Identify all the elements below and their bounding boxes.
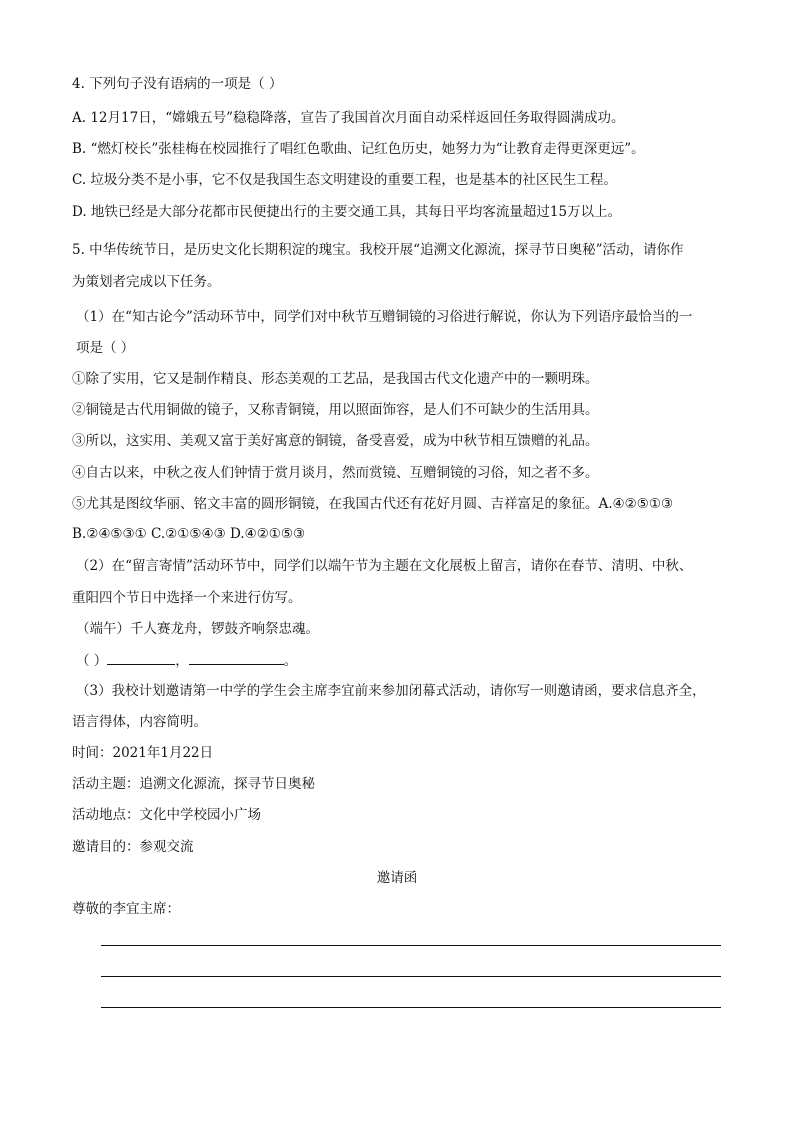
question-5-intro-line-1: 5. 中华传统节日，是历史文化长期积淀的瑰宝。我校开展“追溯文化源流，探寻节日奥秘”活动，请你作 [72, 242, 684, 258]
option-d: D. 地铁已经是大部分花都市民便捷出行的主要交通工具，其每日平均客流量超过15万以上。 [72, 204, 622, 220]
info-theme: 活动主题：追溯文化源流，探寻节日奥秘 [72, 776, 315, 792]
part-2-example: （端午）千人赛龙舟，锣鼓齐响祭忠魂。 [76, 621, 319, 637]
info-purpose: 邀请目的：参观交流 [72, 839, 194, 855]
option-b: B. “燃灯校长”张桂梅在校园推行了唱红色歌曲、记红色历史，她努力为“让教育走得更深更远”。 [72, 141, 645, 157]
writing-line-2[interactable] [101, 976, 721, 977]
letter-title: 邀请函 [376, 870, 418, 886]
sentence-4: ④自古以来，中秋之夜人们钟情于赏月谈月，然而赏镜、互赠铜镜的习俗，知之者不多。 [72, 465, 599, 481]
festival-blank[interactable]: （ ） [76, 653, 108, 669]
blank-period: 。 [283, 653, 298, 669]
question-5-intro-line-2: 为策划者完成以下任务。 [72, 274, 221, 290]
info-time: 时间：2021年1月22日 [72, 745, 214, 761]
part-3-prompt-line-2: 语言得体，内容简明。 [72, 714, 207, 730]
option-c: C. 垃圾分类不是小事，它不仅是我国生态文明建设的重要工程，也是基本的社区民生工程。 [72, 172, 617, 188]
sentence-5: ⑤尤其是图纹华丽、铭文丰富的圆形铜镜，在我国古代还有花好月圆、吉祥富足的象征。A.④②⑤①③ [72, 496, 674, 512]
answer-blank-1[interactable] [107, 650, 175, 665]
option-a: A. 12月17日，“嫦娥五号”稳稳降落，宣告了我国首次月面自动采样返回任务取得圆满成功。 [72, 110, 625, 126]
part-2-answer-line [76, 650, 297, 671]
sentence-3: ③所以，这实用、美观又富于美好寓意的铜镜，备受喜爱，成为中秋节相互馈赠的礼品。 [72, 433, 599, 449]
part-2-prompt-line-1: （2）在“留言寄情”活动环节中，同学们以端午节为主题在文化展板上留言，请你在春节、清明、中秋、 [76, 558, 693, 574]
blank-comma: ， [175, 653, 189, 669]
writing-line-1[interactable] [101, 945, 721, 946]
writing-line-3[interactable] [101, 1007, 721, 1008]
answer-choices: B.②④⑤③① C.②①⑤④③ D.④②①⑤③ [72, 526, 306, 542]
sentence-2: ②铜镜是古代用铜做的镜子，又称青铜镜，用以照面饰容，是人们不可缺少的生活用具。 [72, 402, 599, 418]
letter-salutation: 尊敬的李宜主席： [72, 901, 180, 917]
part-1-prompt-line-2: 项是（ ） [76, 340, 135, 356]
question-4-stem: 4. 下列句子没有语病的一项是（ ） [72, 76, 283, 92]
part-3-prompt-line-1: （3）我校计划邀请第一中学的学生会主席李宜前来参加闭幕式活动，请你写一则邀请函，要求信息齐全， [76, 683, 706, 699]
part-2-prompt-line-2: 重阳四个节日中选择一个来进行仿写。 [72, 590, 302, 606]
part-1-prompt-line-1: （1）在“知古论今”活动环节中，同学们对中秋节互赠铜镜的习俗进行解说，你认为下列语序最恰当的一 [76, 309, 693, 325]
answer-blank-2[interactable] [189, 650, 284, 665]
sentence-1: ①除了实用，它又是制作精良、形态美观的工艺品，是我国古代文化遗产中的一颗明珠。 [72, 371, 599, 387]
info-location: 活动地点：文化中学校园小广场 [72, 807, 261, 823]
